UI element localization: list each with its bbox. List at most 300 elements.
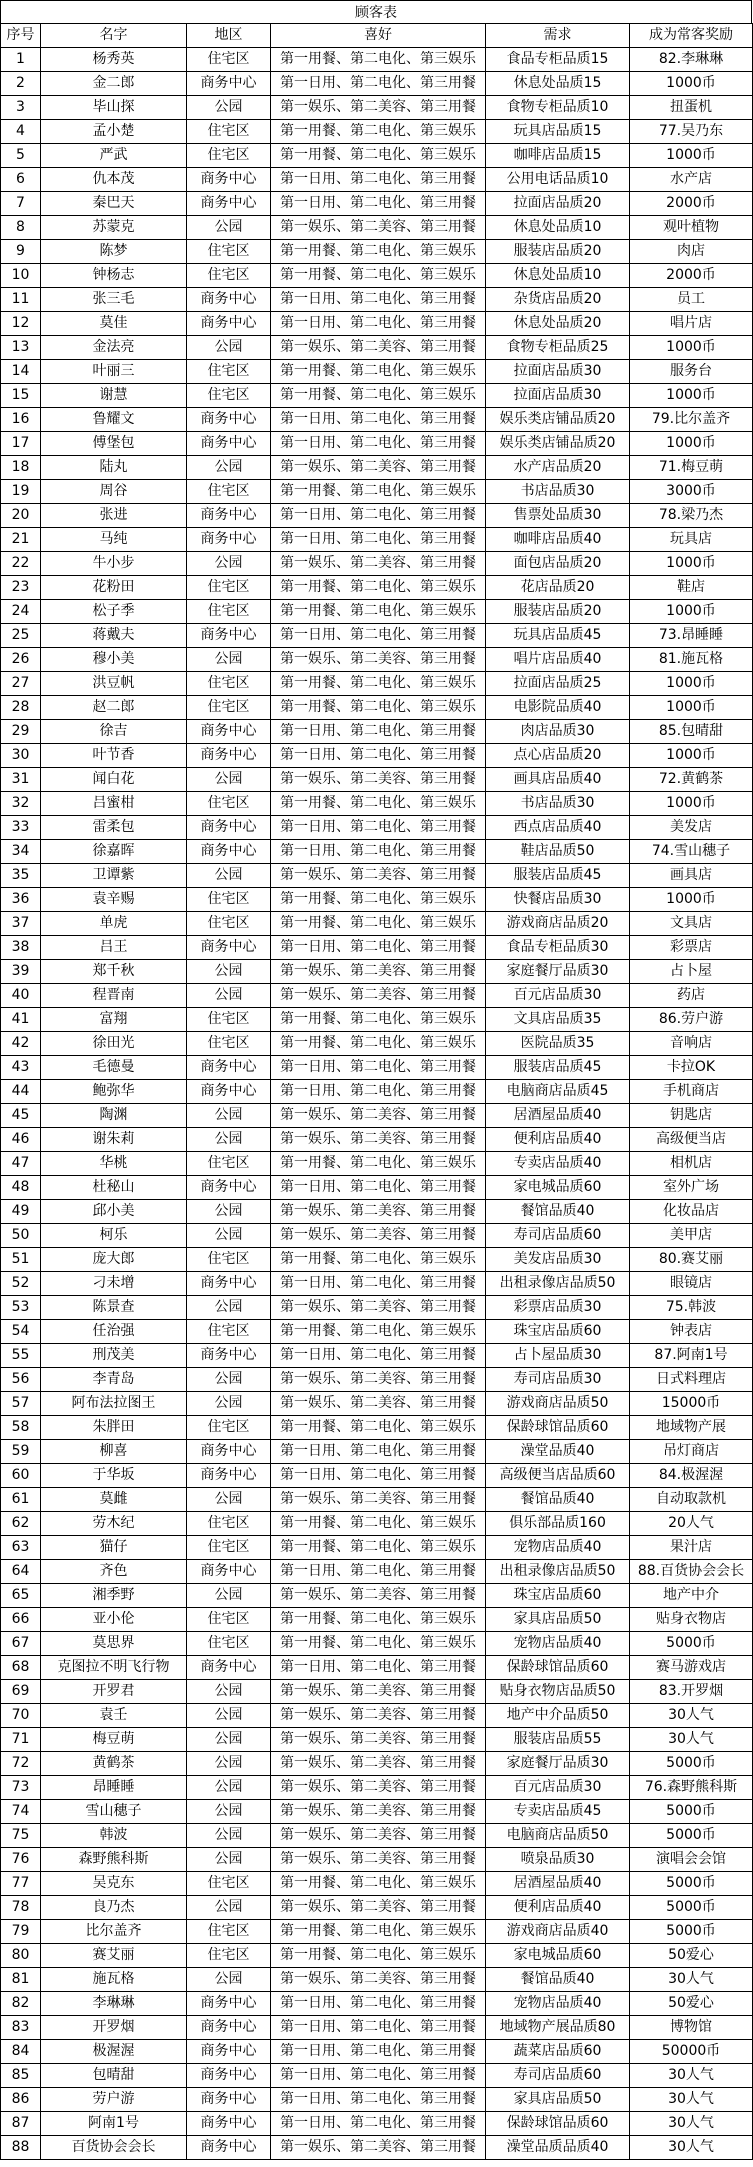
cell-index: 61 [1,1488,41,1512]
cell-index: 72 [1,1752,41,1776]
cell-reward: 音响店 [630,1032,753,1056]
cell-reward: 78.梁乃杰 [630,504,753,528]
cell-index: 10 [1,264,41,288]
cell-preference: 第一用餐、第二电化、第三娱乐 [271,1416,486,1440]
table-row [1,1488,753,1512]
cell-name: 毕山探 [41,96,187,120]
header-preference: 喜好 [271,24,486,48]
cell-preference: 第一用餐、第二电化、第三娱乐 [271,1608,486,1632]
cell-reward: 员工 [630,288,753,312]
cell-name: 比尔盖齐 [41,1920,187,1944]
cell-demand: 保龄球馆品质60 [486,2112,630,2136]
cell-preference: 第一娱乐、第二美容、第三用餐 [271,864,486,888]
cell-index: 1 [1,48,41,72]
table-row [1,480,753,504]
cell-index: 73 [1,1776,41,1800]
cell-preference: 第一日用、第二电化、第三用餐 [271,624,486,648]
cell-preference: 第一娱乐、第二美容、第三用餐 [271,1776,486,1800]
cell-name: 松子季 [41,600,187,624]
table-row [1,144,753,168]
cell-name: 秦巴天 [41,192,187,216]
cell-demand: 贴身衣物店品质50 [486,1680,630,1704]
table-row [1,1296,753,1320]
cell-reward: 1000币 [630,600,753,624]
cell-index: 9 [1,240,41,264]
cell-preference: 第一日用、第二电化、第三用餐 [271,840,486,864]
cell-preference: 第一娱乐、第二美容、第三用餐 [271,1824,486,1848]
cell-district: 商务中心 [187,312,271,336]
cell-name: 牛小步 [41,552,187,576]
cell-demand: 宠物店品质40 [486,1992,630,2016]
table-row [1,1656,753,1680]
cell-reward: 水产店 [630,168,753,192]
cell-district: 商务中心 [187,1272,271,1296]
cell-district: 公园 [187,648,271,672]
cell-reward: 2000币 [630,192,753,216]
cell-district: 住宅区 [187,672,271,696]
cell-demand: 出租录像店品质50 [486,1560,630,1584]
cell-preference: 第一日用、第二电化、第三用餐 [271,2088,486,2112]
cell-name: 赵二郎 [41,696,187,720]
cell-name: 开罗烟 [41,2016,187,2040]
cell-name: 李琳琳 [41,1992,187,2016]
cell-index: 65 [1,1584,41,1608]
cell-district: 住宅区 [187,1152,271,1176]
cell-index: 3 [1,96,41,120]
header-name: 名字 [41,24,187,48]
cell-index: 50 [1,1224,41,1248]
table-row [1,864,753,888]
cell-name: 卫谭紫 [41,864,187,888]
cell-preference: 第一用餐、第二电化、第三娱乐 [271,1872,486,1896]
cell-name: 朱胖田 [41,1416,187,1440]
table-row [1,2112,753,2136]
cell-index: 5 [1,144,41,168]
cell-demand: 玩具店品质45 [486,624,630,648]
cell-district: 商务中心 [187,168,271,192]
cell-demand: 寿司店品质60 [486,1224,630,1248]
cell-index: 37 [1,912,41,936]
cell-demand: 拉面店品质30 [486,384,630,408]
cell-preference: 第一日用、第二电化、第三用餐 [271,816,486,840]
cell-demand: 娱乐类店铺品质20 [486,408,630,432]
cell-name: 徐田光 [41,1032,187,1056]
cell-index: 88 [1,2136,41,2160]
cell-preference: 第一日用、第二电化、第三用餐 [271,1656,486,1680]
cell-demand: 医院品质35 [486,1032,630,1056]
table-row [1,2088,753,2112]
table-body [1,48,753,2160]
cell-district: 商务中心 [187,1464,271,1488]
cell-index: 80 [1,1944,41,1968]
cell-preference: 第一日用、第二电化、第三用餐 [271,2040,486,2064]
cell-reward: 1000币 [630,432,753,456]
cell-district: 住宅区 [187,1320,271,1344]
cell-demand: 游戏商店品质40 [486,1920,630,1944]
table-row [1,1248,753,1272]
cell-index: 70 [1,1704,41,1728]
cell-district: 公园 [187,552,271,576]
cell-reward: 美发店 [630,816,753,840]
cell-index: 48 [1,1176,41,1200]
cell-name: 杜秘山 [41,1176,187,1200]
cell-reward: 钥匙店 [630,1104,753,1128]
cell-district: 住宅区 [187,240,271,264]
cell-demand: 蔬菜店品质60 [486,2040,630,2064]
cell-name: 鲍弥华 [41,1080,187,1104]
cell-demand: 书店品质30 [486,792,630,816]
cell-reward: 玩具店 [630,528,753,552]
cell-preference: 第一日用、第二电化、第三用餐 [271,72,486,96]
table-row [1,696,753,720]
cell-name: 叶丽三 [41,360,187,384]
cell-demand: 面包店品质20 [486,552,630,576]
cell-index: 51 [1,1248,41,1272]
cell-preference: 第一用餐、第二电化、第三娱乐 [271,1944,486,1968]
cell-preference: 第一用餐、第二电化、第三娱乐 [271,480,486,504]
cell-index: 20 [1,504,41,528]
cell-name: 克图拉不明飞行物 [41,1656,187,1680]
cell-name: 富翔 [41,1008,187,1032]
cell-index: 58 [1,1416,41,1440]
cell-name: 陆丸 [41,456,187,480]
cell-demand: 百元店品质30 [486,984,630,1008]
cell-index: 36 [1,888,41,912]
cell-district: 住宅区 [187,888,271,912]
cell-district: 商务中心 [187,2112,271,2136]
cell-index: 84 [1,2040,41,2064]
cell-index: 69 [1,1680,41,1704]
table-row [1,1200,753,1224]
cell-reward: 药店 [630,984,753,1008]
cell-name: 猫仔 [41,1536,187,1560]
cell-demand: 拉面店品质25 [486,672,630,696]
table-row [1,960,753,984]
cell-preference: 第一用餐、第二电化、第三娱乐 [271,696,486,720]
cell-index: 22 [1,552,41,576]
cell-reward: 彩票店 [630,936,753,960]
cell-name: 齐色 [41,1560,187,1584]
table-row [1,1320,753,1344]
cell-name: 苏蒙克 [41,216,187,240]
cell-district: 住宅区 [187,696,271,720]
cell-index: 42 [1,1032,41,1056]
cell-reward: 74.雪山穗子 [630,840,753,864]
cell-reward: 30人气 [630,1704,753,1728]
cell-preference: 第一娱乐、第二美容、第三用餐 [271,1896,486,1920]
table-row [1,1224,753,1248]
cell-name: 杨秀英 [41,48,187,72]
cell-demand: 专卖店品质45 [486,1800,630,1824]
cell-demand: 珠宝店品质60 [486,1584,630,1608]
table-row [1,840,753,864]
cell-demand: 电脑商店品质45 [486,1080,630,1104]
table-row [1,120,753,144]
cell-district: 公园 [187,1224,271,1248]
cell-index: 78 [1,1896,41,1920]
customer-table [0,23,753,2160]
cell-demand: 寿司店品质60 [486,2064,630,2088]
table-row [1,1944,753,1968]
cell-index: 60 [1,1464,41,1488]
cell-demand: 澡堂品质40 [486,1440,630,1464]
cell-demand: 高级便当店品质60 [486,1464,630,1488]
cell-index: 63 [1,1536,41,1560]
cell-reward: 86.劳户游 [630,1008,753,1032]
cell-preference: 第一用餐、第二电化、第三娱乐 [271,1536,486,1560]
header-district: 地区 [187,24,271,48]
cell-index: 25 [1,624,41,648]
cell-demand: 专卖店品质40 [486,1152,630,1176]
cell-district: 住宅区 [187,1632,271,1656]
cell-name: 刑茂美 [41,1344,187,1368]
cell-preference: 第一用餐、第二电化、第三娱乐 [271,1032,486,1056]
cell-preference: 第一日用、第二电化、第三用餐 [271,1176,486,1200]
cell-index: 67 [1,1632,41,1656]
cell-reward: 画具店 [630,864,753,888]
cell-reward: 高级便当店 [630,1128,753,1152]
cell-demand: 唱片店品质40 [486,648,630,672]
cell-district: 公园 [187,1488,271,1512]
table-row [1,576,753,600]
cell-preference: 第一用餐、第二电化、第三娱乐 [271,1920,486,1944]
cell-index: 34 [1,840,41,864]
cell-district: 公园 [187,1824,271,1848]
cell-demand: 家具店品质50 [486,1608,630,1632]
cell-name: 柳喜 [41,1440,187,1464]
cell-district: 住宅区 [187,120,271,144]
cell-demand: 彩票店品质30 [486,1296,630,1320]
cell-district: 商务中心 [187,432,271,456]
cell-preference: 第一日用、第二电化、第三用餐 [271,312,486,336]
cell-reward: 地域物产展 [630,1416,753,1440]
cell-district: 住宅区 [187,1920,271,1944]
cell-reward: 1000币 [630,144,753,168]
cell-preference: 第一日用、第二电化、第三用餐 [271,936,486,960]
cell-preference: 第一用餐、第二电化、第三娱乐 [271,1008,486,1032]
cell-reward: 眼镜店 [630,1272,753,1296]
sheet-title: 顾客表 [0,0,752,24]
cell-preference: 第一娱乐、第二美容、第三用餐 [271,1728,486,1752]
cell-demand: 水产店品质20 [486,456,630,480]
table-row [1,1584,753,1608]
cell-demand: 宠物店品质40 [486,1536,630,1560]
cell-demand: 游戏商店品质20 [486,912,630,936]
table-row [1,384,753,408]
cell-district: 商务中心 [187,1176,271,1200]
cell-demand: 食物专柜品质25 [486,336,630,360]
cell-district: 公园 [187,1584,271,1608]
cell-district: 商务中心 [187,1656,271,1680]
cell-index: 57 [1,1392,41,1416]
cell-district: 公园 [187,1200,271,1224]
table-row [1,1416,753,1440]
cell-index: 53 [1,1296,41,1320]
cell-reward: 50爱心 [630,1992,753,2016]
cell-preference: 第一娱乐、第二美容、第三用餐 [271,1224,486,1248]
header-index: 序号 [1,24,41,48]
cell-preference: 第一用餐、第二电化、第三娱乐 [271,672,486,696]
cell-demand: 电脑商店品质50 [486,1824,630,1848]
cell-demand: 餐馆品质40 [486,1200,630,1224]
cell-name: 闻白花 [41,768,187,792]
cell-reward: 80.赛艾丽 [630,1248,753,1272]
cell-reward: 5000币 [630,1752,753,1776]
table-row [1,1896,753,1920]
cell-district: 住宅区 [187,144,271,168]
cell-demand: 保龄球馆品质60 [486,1416,630,1440]
cell-name: 仇本茂 [41,168,187,192]
cell-index: 55 [1,1344,41,1368]
cell-reward: 1000币 [630,696,753,720]
cell-name: 雷柔包 [41,816,187,840]
cell-name: 傅堡包 [41,432,187,456]
cell-name: 包晴甜 [41,2064,187,2088]
cell-reward: 演唱会会馆 [630,1848,753,1872]
cell-district: 公园 [187,1128,271,1152]
table-row [1,1560,753,1584]
cell-reward: 83.开罗烟 [630,1680,753,1704]
cell-index: 33 [1,816,41,840]
cell-preference: 第一娱乐、第二美容、第三用餐 [271,1296,486,1320]
cell-preference: 第一娱乐、第二美容、第三用餐 [271,1968,486,1992]
cell-name: 花粉田 [41,576,187,600]
table-row [1,936,753,960]
table-row [1,1752,753,1776]
cell-district: 商务中心 [187,2064,271,2088]
cell-reward: 日式料理店 [630,1368,753,1392]
cell-index: 77 [1,1872,41,1896]
cell-demand: 百元店品质30 [486,1776,630,1800]
cell-preference: 第一日用、第二电化、第三用餐 [271,1272,486,1296]
cell-preference: 第一娱乐、第二美容、第三用餐 [271,1584,486,1608]
cell-demand: 西点店品质40 [486,816,630,840]
cell-name: 施瓦格 [41,1968,187,1992]
cell-reward: 30人气 [630,2112,753,2136]
cell-index: 62 [1,1512,41,1536]
cell-demand: 便利店品质40 [486,1128,630,1152]
cell-index: 75 [1,1824,41,1848]
cell-index: 19 [1,480,41,504]
table-row [1,456,753,480]
table-row [1,648,753,672]
cell-name: 严武 [41,144,187,168]
table-row [1,1536,753,1560]
cell-name: 莫佳 [41,312,187,336]
table-row [1,912,753,936]
cell-demand: 杂货店品质20 [486,288,630,312]
cell-preference: 第一日用、第二电化、第三用餐 [271,1464,486,1488]
cell-name: 劳木纪 [41,1512,187,1536]
cell-district: 公园 [187,960,271,984]
cell-index: 28 [1,696,41,720]
cell-reward: 鞋店 [630,576,753,600]
cell-preference: 第一娱乐、第二美容、第三用餐 [271,1848,486,1872]
cell-index: 16 [1,408,41,432]
table-row [1,504,753,528]
cell-index: 64 [1,1560,41,1584]
cell-reward: 室外广场 [630,1176,753,1200]
cell-reward: 20人气 [630,1512,753,1536]
cell-reward: 30人气 [630,2088,753,2112]
cell-district: 住宅区 [187,1032,271,1056]
cell-district: 商务中心 [187,192,271,216]
cell-demand: 家庭餐厅品质30 [486,1752,630,1776]
cell-name: 极渥渥 [41,2040,187,2064]
cell-reward: 5000币 [630,1872,753,1896]
cell-demand: 文具店品质35 [486,1008,630,1032]
cell-demand: 玩具店品质15 [486,120,630,144]
cell-index: 71 [1,1728,41,1752]
cell-preference: 第一日用、第二电化、第三用餐 [271,168,486,192]
cell-demand: 家电城品质60 [486,1944,630,1968]
cell-index: 85 [1,2064,41,2088]
cell-name: 毛德曼 [41,1056,187,1080]
cell-index: 79 [1,1920,41,1944]
cell-index: 35 [1,864,41,888]
cell-name: 刁未增 [41,1272,187,1296]
cell-demand: 食物专柜品质10 [486,96,630,120]
header-row [1,24,753,48]
cell-preference: 第一娱乐、第二美容、第三用餐 [271,1200,486,1224]
cell-district: 住宅区 [187,1512,271,1536]
cell-preference: 第一娱乐、第二美容、第三用餐 [271,984,486,1008]
cell-preference: 第一娱乐、第二美容、第三用餐 [271,1392,486,1416]
cell-index: 14 [1,360,41,384]
cell-name: 任治强 [41,1320,187,1344]
cell-name: 马纯 [41,528,187,552]
cell-reward: 卡拉OK [630,1056,753,1080]
cell-preference: 第一用餐、第二电化、第三娱乐 [271,576,486,600]
cell-district: 公园 [187,1392,271,1416]
table-row [1,72,753,96]
cell-preference: 第一娱乐、第二美容、第三用餐 [271,96,486,120]
cell-preference: 第一日用、第二电化、第三用餐 [271,1992,486,2016]
table-row [1,2136,753,2160]
table-row [1,1728,753,1752]
cell-reward: 76.森野熊科斯 [630,1776,753,1800]
cell-name: 金法亮 [41,336,187,360]
cell-name: 劳户游 [41,2088,187,2112]
cell-demand: 服装店品质45 [486,1056,630,1080]
table-row [1,1128,753,1152]
cell-reward: 5000币 [630,1800,753,1824]
cell-reward: 1000币 [630,552,753,576]
table-row [1,1680,753,1704]
cell-demand: 点心店品质20 [486,744,630,768]
cell-name: 张三毛 [41,288,187,312]
cell-name: 吕蜜柑 [41,792,187,816]
cell-name: 钟杨志 [41,264,187,288]
cell-name: 叶节香 [41,744,187,768]
cell-preference: 第一用餐、第二电化、第三娱乐 [271,1512,486,1536]
cell-district: 住宅区 [187,360,271,384]
cell-name: 韩波 [41,1824,187,1848]
cell-district: 住宅区 [187,576,271,600]
cell-district: 公园 [187,1776,271,1800]
cell-index: 8 [1,216,41,240]
table-row [1,1992,753,2016]
header-demand: 需求 [486,24,630,48]
cell-reward: 30人气 [630,2064,753,2088]
table-row [1,768,753,792]
cell-index: 4 [1,120,41,144]
cell-district: 公园 [187,1800,271,1824]
cell-demand: 休息处品质15 [486,72,630,96]
cell-preference: 第一用餐、第二电化、第三娱乐 [271,48,486,72]
cell-preference: 第一日用、第二电化、第三用餐 [271,2112,486,2136]
cell-index: 82 [1,1992,41,2016]
